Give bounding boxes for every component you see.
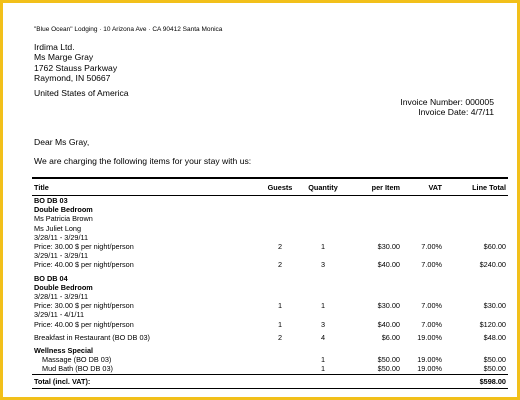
total-empty-cell [298, 374, 348, 388]
table-header-row [32, 178, 508, 196]
cell-guests [262, 196, 298, 206]
cell-quantity: 4 [320, 332, 326, 342]
cell-line-total [444, 310, 508, 319]
header-per-item: per Item [348, 178, 402, 196]
total-label: Total (incl. VAT): [32, 374, 262, 388]
cell-quantity: 1 [320, 355, 326, 365]
cell-vat: 7.00% [421, 319, 442, 329]
sender-address-line: "Blue Ocean" Lodging · 10 Arizona Ave · CA 90412 Santa Monica [34, 26, 223, 33]
cell-vat: 7.00% [421, 260, 442, 270]
table-row [32, 301, 508, 310]
cell-line-total [444, 292, 508, 301]
cell-vat [402, 233, 444, 242]
recipient-city: Raymond, IN 50667 [34, 72, 111, 83]
cell-title: BO DB 03 [34, 196, 68, 205]
table-body [32, 196, 508, 375]
cell-line-total [444, 251, 508, 260]
table-row [32, 224, 508, 233]
total-row [32, 374, 508, 388]
cell-title: Ms Juliet Long [34, 223, 82, 233]
cell-quantity [298, 214, 348, 223]
cell-quantity [298, 196, 348, 206]
cell-title: Double Bedroom [34, 205, 93, 215]
greeting: Dear Ms Gray, [34, 137, 90, 147]
cell-line-total [444, 233, 508, 242]
cell-quantity [298, 346, 348, 355]
cell-per-item: $40.00 [377, 319, 400, 329]
table-row [32, 242, 508, 251]
table-row [32, 283, 508, 292]
cell-line-total [444, 205, 508, 214]
cell-title: Ms Patricia Brown [34, 214, 93, 224]
cell-line-total: $48.00 [483, 332, 506, 342]
cell-line-total [444, 346, 508, 355]
cell-line-total: $50.00 [483, 364, 506, 374]
invoice-items-table [32, 177, 508, 389]
cell-per-item: $30.00 [377, 301, 400, 311]
cell-title: Price: 40.00 $ per night/person [34, 260, 134, 270]
cell-vat [402, 196, 444, 206]
table-row [32, 346, 508, 355]
cell-vat: 7.00% [421, 301, 442, 311]
header-guests: Guests [262, 178, 298, 196]
cell-title: Mud Bath (BO DB 03) [42, 364, 113, 374]
cell-guests [262, 355, 298, 364]
cell-per-item: $6.00 [381, 332, 400, 342]
cell-per-item [348, 274, 402, 283]
cell-vat [402, 274, 444, 283]
cell-per-item [348, 224, 402, 233]
cell-line-total: $120.00 [479, 319, 506, 329]
cell-guests: 2 [277, 260, 283, 270]
cell-vat [402, 205, 444, 214]
cell-vat: 19.00% [417, 355, 442, 365]
recipient-name: Ms Marge Gray [34, 52, 94, 63]
cell-quantity [298, 292, 348, 301]
cell-line-total: $60.00 [483, 242, 506, 252]
cell-vat: 19.00% [417, 364, 442, 374]
cell-guests: 2 [277, 242, 283, 252]
total-empty-cell [262, 374, 298, 388]
cell-title: Massage (BO DB 03) [42, 355, 112, 365]
cell-quantity: 3 [320, 319, 326, 329]
cell-vat: 7.00% [421, 242, 442, 252]
cell-line-total [444, 283, 508, 292]
cell-line-total [444, 214, 508, 223]
cell-per-item [348, 196, 402, 206]
cell-quantity: 3 [320, 260, 326, 270]
header-vat: VAT [402, 178, 444, 196]
cell-title: Breakfast in Restaurant (BO DB 03) [34, 332, 150, 342]
cell-guests [262, 251, 298, 260]
cell-guests [262, 346, 298, 355]
cell-per-item [348, 251, 402, 260]
table-row [32, 364, 508, 374]
cell-per-item [348, 205, 402, 214]
cell-vat [402, 224, 444, 233]
cell-per-item [348, 283, 402, 292]
cell-line-total [444, 224, 508, 233]
cell-per-item: $40.00 [377, 260, 400, 270]
cell-guests [262, 224, 298, 233]
cell-guests [262, 283, 298, 292]
table-row [32, 260, 508, 269]
header-line-total: Line Total [444, 178, 508, 196]
cell-vat [402, 283, 444, 292]
cell-vat [402, 346, 444, 355]
intro-text: We are charging the following items for your stay with us: [34, 156, 252, 166]
cell-title: 3/29/11 - 4/1/11 [34, 310, 85, 320]
cell-vat: 19.00% [417, 332, 442, 342]
cell-title: 3/28/11 - 3/29/11 [34, 232, 89, 242]
cell-title: Price: 40.00 $ per night/person [34, 319, 134, 329]
recipient-address-block [34, 42, 129, 98]
cell-vat [402, 292, 444, 301]
cell-per-item [348, 346, 402, 355]
cell-per-item: $50.00 [377, 355, 400, 365]
cell-quantity [298, 233, 348, 242]
cell-guests [262, 310, 298, 319]
header-quantity: Quantity [298, 178, 348, 196]
cell-quantity: 1 [320, 364, 326, 374]
table-row [32, 205, 508, 214]
cell-title: Price: 30.00 $ per night/person [34, 242, 134, 252]
table-row [32, 320, 508, 329]
cell-per-item: $50.00 [377, 364, 400, 374]
cell-guests: 1 [277, 319, 283, 329]
cell-guests: 1 [277, 301, 283, 311]
cell-quantity [298, 283, 348, 292]
total-empty-cell [348, 374, 402, 388]
cell-per-item [348, 214, 402, 223]
cell-line-total: $240.00 [479, 260, 506, 270]
cell-title: Wellness Special [34, 346, 94, 356]
cell-per-item [348, 292, 402, 301]
cell-line-total [444, 274, 508, 283]
cell-title: Double Bedroom [34, 282, 93, 292]
table-row [32, 310, 508, 319]
recipient-country: United States of America [34, 88, 129, 99]
cell-quantity [298, 274, 348, 283]
cell-per-item [348, 310, 402, 319]
cell-per-item: $30.00 [377, 242, 400, 252]
cell-quantity [298, 205, 348, 214]
total-value: $598.00 [444, 374, 508, 388]
invoice-meta [400, 97, 494, 117]
cell-title: 3/28/11 - 3/29/11 [34, 292, 89, 302]
cell-quantity [298, 224, 348, 233]
recipient-company: Irdima Ltd. [34, 42, 75, 52]
invoice-number: Invoice Number: 000005 [400, 97, 494, 107]
cell-guests [262, 292, 298, 301]
cell-guests [262, 233, 298, 242]
invoice-date: Invoice Date: 4/7/11 [418, 107, 494, 117]
cell-quantity: 1 [320, 301, 326, 311]
cell-title: BO DB 04 [34, 273, 68, 283]
cell-quantity: 1 [320, 242, 326, 252]
cell-line-total: $50.00 [483, 355, 506, 365]
cell-title: 3/29/11 - 3/29/11 [34, 251, 89, 261]
header-title: Title [32, 178, 262, 196]
cell-guests [262, 205, 298, 214]
cell-vat [402, 251, 444, 260]
recipient-street: 1762 Stauss Parkway [34, 62, 118, 73]
table-row [32, 333, 508, 342]
cell-title: Price: 30.00 $ per night/person [34, 301, 134, 311]
table-row [32, 233, 508, 242]
cell-quantity [298, 251, 348, 260]
table-row [32, 196, 508, 206]
table-row [32, 251, 508, 260]
cell-line-total: $30.00 [483, 301, 506, 311]
cell-line-total [444, 196, 508, 206]
cell-guests [262, 214, 298, 223]
cell-per-item [348, 233, 402, 242]
table-row [32, 274, 508, 283]
cell-guests: 2 [277, 332, 283, 342]
table-row [32, 355, 508, 364]
table-row [32, 292, 508, 301]
cell-quantity [298, 310, 348, 319]
cell-vat [402, 214, 444, 223]
cell-guests [262, 364, 298, 374]
cell-vat [402, 310, 444, 319]
table-row [32, 214, 508, 223]
cell-guests [262, 274, 298, 283]
total-empty-cell [402, 374, 444, 388]
